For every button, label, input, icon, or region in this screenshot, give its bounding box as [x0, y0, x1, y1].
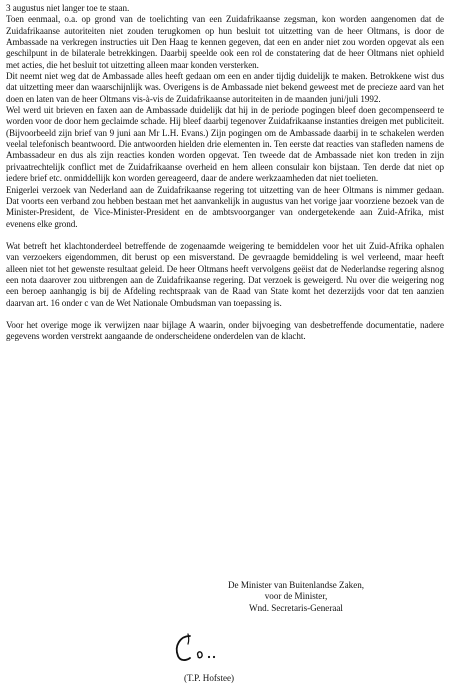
paragraph-expulsion-decision: Toen eenmaal, o.a. op grond van de toelichting van een Zuidafrikaanse zegsman, kon worden aangenomen dat de Zuidafrikaanse autoriteiten niet zouden terugkomen op hun besluit tot uitzetting van de heer Oltmans, is door de Ambassade na verkregen instructies uit Den Haag te kennen gegeven, dat een en ander niet zou worden opgevat als een geschilpunt in de bilaterale betrekkingen. Daarbij speelde ook een rol de constatering dat de heer Oltmans niet ophield met acties, die het besluit tot uitzetting alleen maar konden versterken.	[6, 14, 444, 70]
paragraph-letters-and-faxes: Wel werd uit brieven en faxen aan de Ambassade duidelijk dat hij in de periode pogingen bleef doen gecompenseerd te worden voor de door hem geclaimde schade. Hij bleef daarbij tegenover Zuidafrikaanse instanties dreigen met publiciteit. (Bijvoorbeeld zijn brief van 9 juni aan Mr L.H. Evans.) Zijn pogingen om de Ambassade daarbij in te schakelen werden veelal telefonisch beantwoord. Die antwoorden hielden drie elementen in. Ten eerste dat reacties van stafleden namens de Ambassadeur en dus als zijn reacties konden worden opgevat. Ten tweede dat de Ambassade niet kon treden in zijn privaatrechtelijk conflict met de Zuidafrikaanse overheid en hem alleen consulair kon bijstaan. Ten derde dat niet op iedere brief etc. onmiddellijk kon worden gereageerd, daar de andere werkzaamheden dat niet toelieten.	[6, 105, 444, 184]
paragraph-continuation: 3 augustus niet langer toe te staan.	[6, 3, 130, 13]
paragraph-annex-reference: Voor het overige moge ik verwijzen naar bijlage A waarin, onder bijvoeging van desbetreffende documentatie, nadere gegevens worden verstrekt aangaande de onderscheidene onderdelen van de klacht.	[6, 319, 444, 342]
paragraph-embassy-efforts: Dit neemt niet weg dat de Ambassade alles heeft gedaan om een en ander tijdig duidelijk te maken. Betrokkene wist dus dat uitzetting meer dan waarschijnlijk was. Overigens is de Ambassade niet bekend geweest met de precieze aard van het doen en laten van de heer Oltmans vis-à-vis de Zuidafrikaanse autoriteiten in de maanden juni/juli 1992.	[6, 71, 444, 104]
letter-body	[6, 3, 444, 343]
closing-on-behalf: voor de Minister,	[264, 591, 328, 602]
paragraph-no-request: Enigerlei verzoek van Nederland aan de Zuidafrikaanse regering tot uitzetting van de heer Oltmans is nimmer gedaan. Dat voorts een verband zou hebben bestaan met het aanvankelijk in augustus van het vorige jaar voorziene bezoek van de Minister-President, de Vice-Minister-President en de ambtsvoorganger van ondergetekende aan Zuid-Afrika, mist evenens elke grond.	[6, 184, 444, 229]
closing-minister-title: De Minister van Buitenlandse Zaken,	[227, 580, 365, 590]
handwritten-signature	[168, 632, 228, 666]
paragraph-mediation-complaint: Wat betreft het klachtonderdeel betreffende de zogenaamde weigering te bemiddelen voor het uit Zuid-Afrika ophalen van verzoekers eigendommen, dit berust op een misverstand. De gevraagde bemiddeling is wel verleend, maar heeft alleen niet tot het gewenste resultaat geleid. De heer Oltmans heeft vervolgens geëist dat de Nederlandse regering alsnog een nota daarover zou uitbrengen aan de Zuidafrikaanse regering. Dat verzoek is geweigerd. Nu over die weigering nog een beroep aanhangig is bij de Afdeling rechtspraak van de Raad van State komt het dezerzijds voor dat ten aanzien daarvan art. 16 onder c van de Wet Nationale Ombudsman van toepassing is.	[6, 240, 444, 308]
closing-block	[196, 580, 396, 614]
closing-acting-secretary-general: Wnd. Secretaris-Generaal	[249, 602, 343, 613]
signatory-name: (T.P. Hofstee)	[184, 673, 235, 683]
